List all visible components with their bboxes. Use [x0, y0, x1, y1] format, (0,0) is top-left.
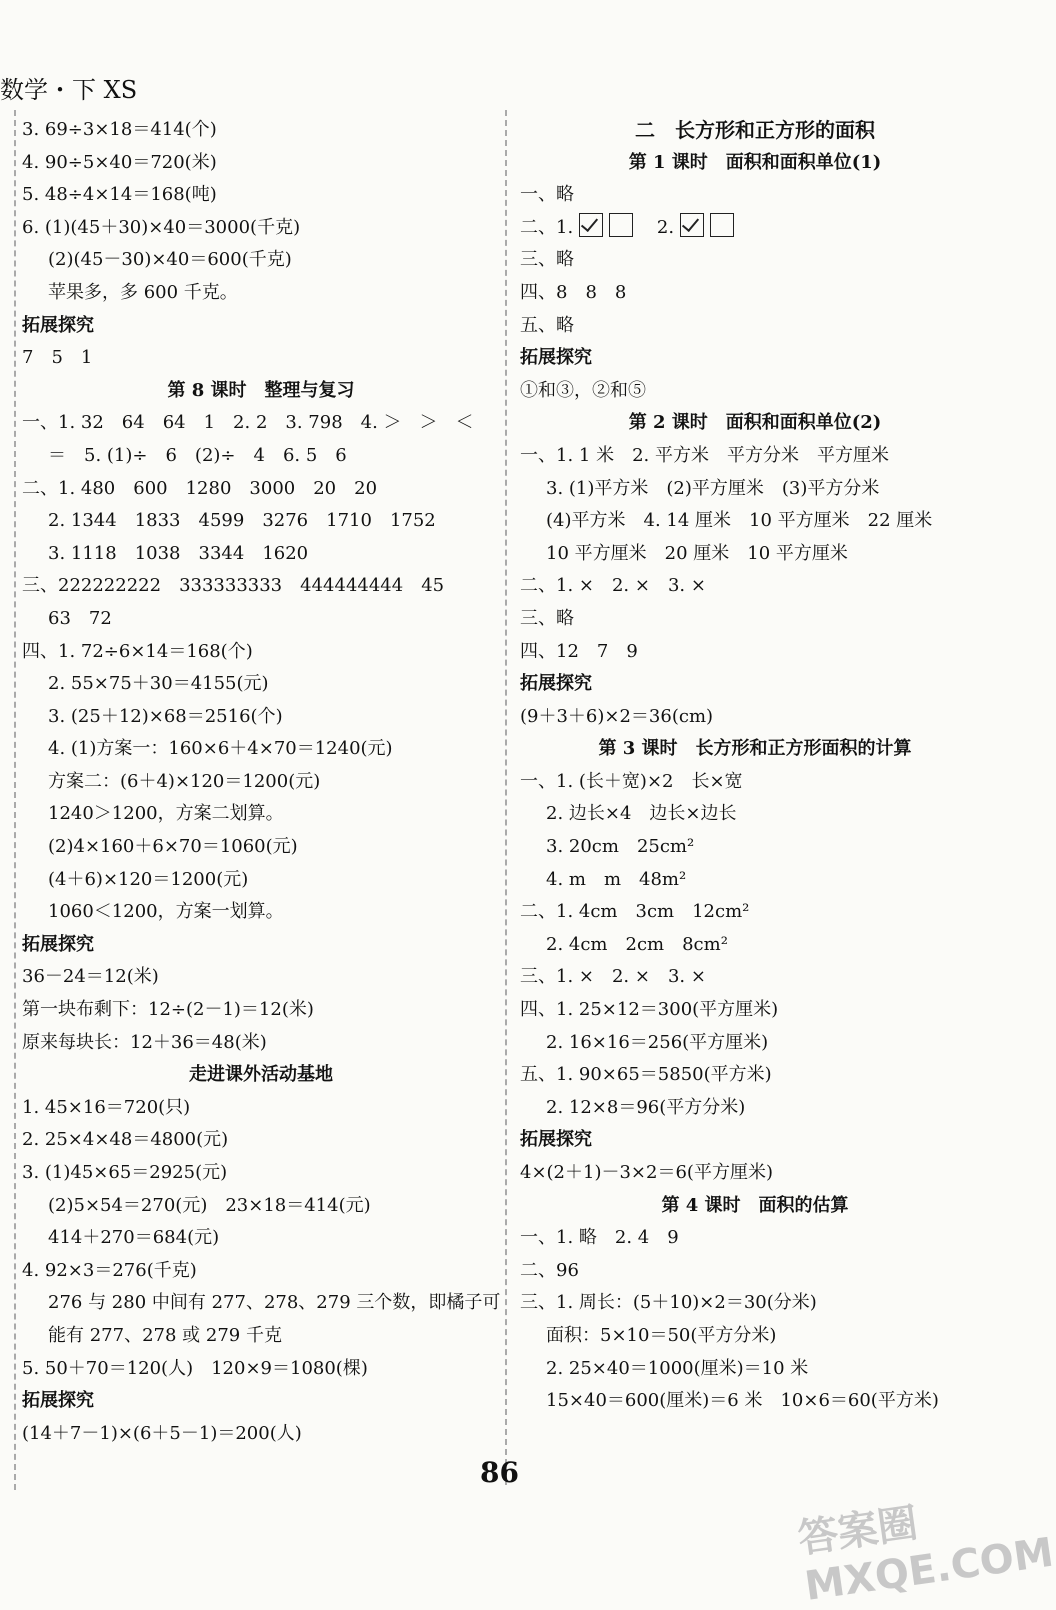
answer-line: 6. (1)(45＋30)×40＝3000(千克): [22, 216, 301, 238]
answer-line: 2. 边长×4 边长×边长: [546, 803, 737, 825]
answer-line: 一、1. 1 米 2. 平方米 平方分米 平方厘米: [520, 444, 889, 466]
answer-line: 三、略: [520, 607, 574, 629]
answer-line: 36－24＝12(米): [22, 966, 159, 988]
answer-line: 1060＜1200，方案一划算。: [48, 901, 284, 923]
section-heading: 拓展探究: [22, 314, 94, 336]
answer-line: 四、1. 25×12＝300(平方厘米): [520, 999, 779, 1021]
answer-line: 二、1. 2.: [520, 212, 990, 245]
section-heading: 拓展探究: [520, 347, 592, 369]
answer-line: (2)(45－30)×40＝600(千克): [48, 249, 292, 271]
page-number: 86: [480, 1456, 519, 1489]
answer-line: (2)5×54＝270(元) 23×18＝414(元): [48, 1194, 371, 1216]
answer-line: (4＋6)×120＝1200(元): [48, 868, 249, 890]
checked-box-icon: [579, 213, 603, 237]
answer-line: 3. 69÷3×18＝414(个): [22, 119, 217, 140]
answer-line: 三、略: [520, 249, 574, 271]
answer-line: 2. 25×40＝1000(厘米)＝10 米: [546, 1357, 809, 1379]
answer-line: 3. (1)平方米 (2)平方厘米 (3)平方分米: [546, 477, 880, 499]
answer-line: 一、1. 32 64 64 1 2. 2 3. 798 4. ＞ ＞ ＜: [22, 412, 474, 434]
empty-box-icon: [710, 213, 734, 237]
answer-line: 15×40＝600(厘米)＝6 米 10×6＝60(平方米): [546, 1390, 939, 1412]
answer-line: 四、1. 72÷6×14＝168(个): [22, 640, 253, 662]
answer-line: 一、1. 略 2. 4 9: [520, 1227, 679, 1249]
answer-line: 5. 50＋70＝120(人) 120×9＝1080(棵): [22, 1357, 368, 1379]
answer-line: 2. 1344 1833 4599 3276 1710 1752: [48, 510, 436, 532]
answer-line: 3. (1)45×65＝2925(元): [22, 1162, 228, 1183]
watermark: 答案圈 MXQE.COM: [795, 1500, 1056, 1610]
answer-line: 4×(2＋1)－3×2＝6(平方厘米): [520, 1162, 773, 1183]
section-title: 二 长方形和正方形的面积: [635, 118, 875, 142]
answer-line: 原来每块长：12＋36＝48(米): [22, 1031, 267, 1053]
section-heading: 拓展探究: [520, 1129, 592, 1151]
answer-line: 四、12 7 9: [520, 640, 638, 662]
answer-line: 能有 277、278 或 279 千克: [48, 1324, 282, 1346]
answer-line: 第一块布剩下：12÷(2－1)＝12(米): [22, 999, 314, 1021]
section-title: 第 1 课时 面积和面积单位(1): [628, 151, 882, 173]
answer-line: (9＋3＋6)×2＝36(cm): [520, 705, 714, 727]
answer-line: 3. 1118 1038 3344 1620: [48, 542, 309, 564]
answer-line: 2. 25×4×48＝4800(元): [22, 1129, 229, 1151]
answer-line: 二、1. × 2. × 3. ×: [520, 575, 706, 597]
answer-line: 2. 55×75＋30＝4155(元): [48, 673, 269, 695]
answer-line: 三、222222222 333333333 444444444 45: [22, 575, 445, 597]
answer-line: 10 平方厘米 20 厘米 10 平方厘米: [546, 542, 848, 564]
checked-box-icon: [680, 213, 704, 237]
section-title: 走进课外活动基地: [189, 1064, 333, 1086]
section-title: 第 4 课时 面积的估算: [661, 1194, 849, 1216]
section-title: 第 3 课时 长方形和正方形面积的计算: [598, 738, 912, 760]
answer-line: 1240＞1200，方案二划算。: [48, 803, 284, 825]
column-divider: [505, 110, 507, 1485]
answer-line: (2)4×160＋6×70＝1060(元): [48, 836, 298, 858]
answer-line: 414＋270＝684(元): [48, 1227, 220, 1249]
answer-line: 二、1. 480 600 1280 3000 20 20: [22, 477, 378, 499]
answer-line: 7 5 1: [22, 347, 93, 369]
answer-line: (4)平方米 4. 14 厘米 10 平方厘米 22 厘米: [546, 510, 933, 532]
answer-line: 4. 92×3＝276(千克): [22, 1259, 197, 1281]
answer-line: 3. (25＋12)×68＝2516(个): [48, 705, 283, 727]
answer-line: 3. 20cm 25cm²: [546, 836, 695, 858]
answer-line: ＝ 5. (1)÷ 6 (2)÷ 4 6. 5 6: [48, 444, 347, 466]
answer-line: 五、略: [520, 314, 574, 336]
answer-line: ①和③，②和⑤: [520, 379, 646, 401]
answer-line: 一、1. (长＋宽)×2 长×宽: [520, 770, 743, 792]
answer-line: 4. m m 48m²: [546, 868, 687, 890]
answer-line: 276 与 280 中间有 277、278、279 三个数，即橘子可: [48, 1292, 501, 1314]
section-heading: 拓展探究: [22, 933, 94, 955]
answer-line: 二、96: [520, 1259, 579, 1281]
answer-line: 方案二：(6＋4)×120＝1200(元): [48, 770, 321, 792]
empty-box-icon: [609, 213, 633, 237]
answer-line: 63 72: [48, 607, 112, 629]
answer-line: 2. 16×16＝256(平方厘米): [546, 1031, 769, 1053]
answer-line: 苹果多，多 600 千克。: [48, 281, 238, 303]
section-heading: 拓展探究: [22, 1390, 94, 1412]
section-title: 第 8 课时 整理与复习: [167, 379, 355, 401]
answer-line: 面积：5×10＝50(平方分米): [546, 1324, 777, 1346]
left-column: [22, 114, 500, 1450]
page-header: 数学・下 XS: [0, 76, 138, 104]
answer-line: 1. 45×16＝720(只): [22, 1096, 191, 1118]
answer-line: 2. 12×8＝96(平方分米): [546, 1096, 746, 1118]
section-heading: 拓展探究: [520, 673, 592, 695]
answer-line: (14＋7－1)×(6＋5－1)＝200(人): [22, 1422, 302, 1444]
section-title: 第 2 课时 面积和面积单位(2): [628, 412, 882, 434]
answer-line: 三、1. 周长：(5＋10)×2＝30(分米): [520, 1292, 817, 1314]
answer-line: 4. (1)方案一：160×6＋4×70＝1240(元): [48, 738, 393, 760]
margin-rule: [14, 110, 16, 1490]
answer-line: 4. 90÷5×40＝720(米): [22, 151, 217, 173]
answer-line: 5. 48÷4×14＝168(吨): [22, 184, 217, 206]
answer-line: 二、1. 4cm 3cm 12cm²: [520, 901, 750, 923]
answer-line: 四、8 8 8: [520, 281, 627, 303]
right-column: [520, 114, 990, 1418]
answer-line: 一、略: [520, 184, 574, 206]
answer-line: 三、1. × 2. × 3. ×: [520, 966, 706, 988]
answer-line: 五、1. 90×65＝5850(平方米): [520, 1064, 772, 1086]
answer-line: 2. 4cm 2cm 8cm²: [546, 933, 728, 955]
